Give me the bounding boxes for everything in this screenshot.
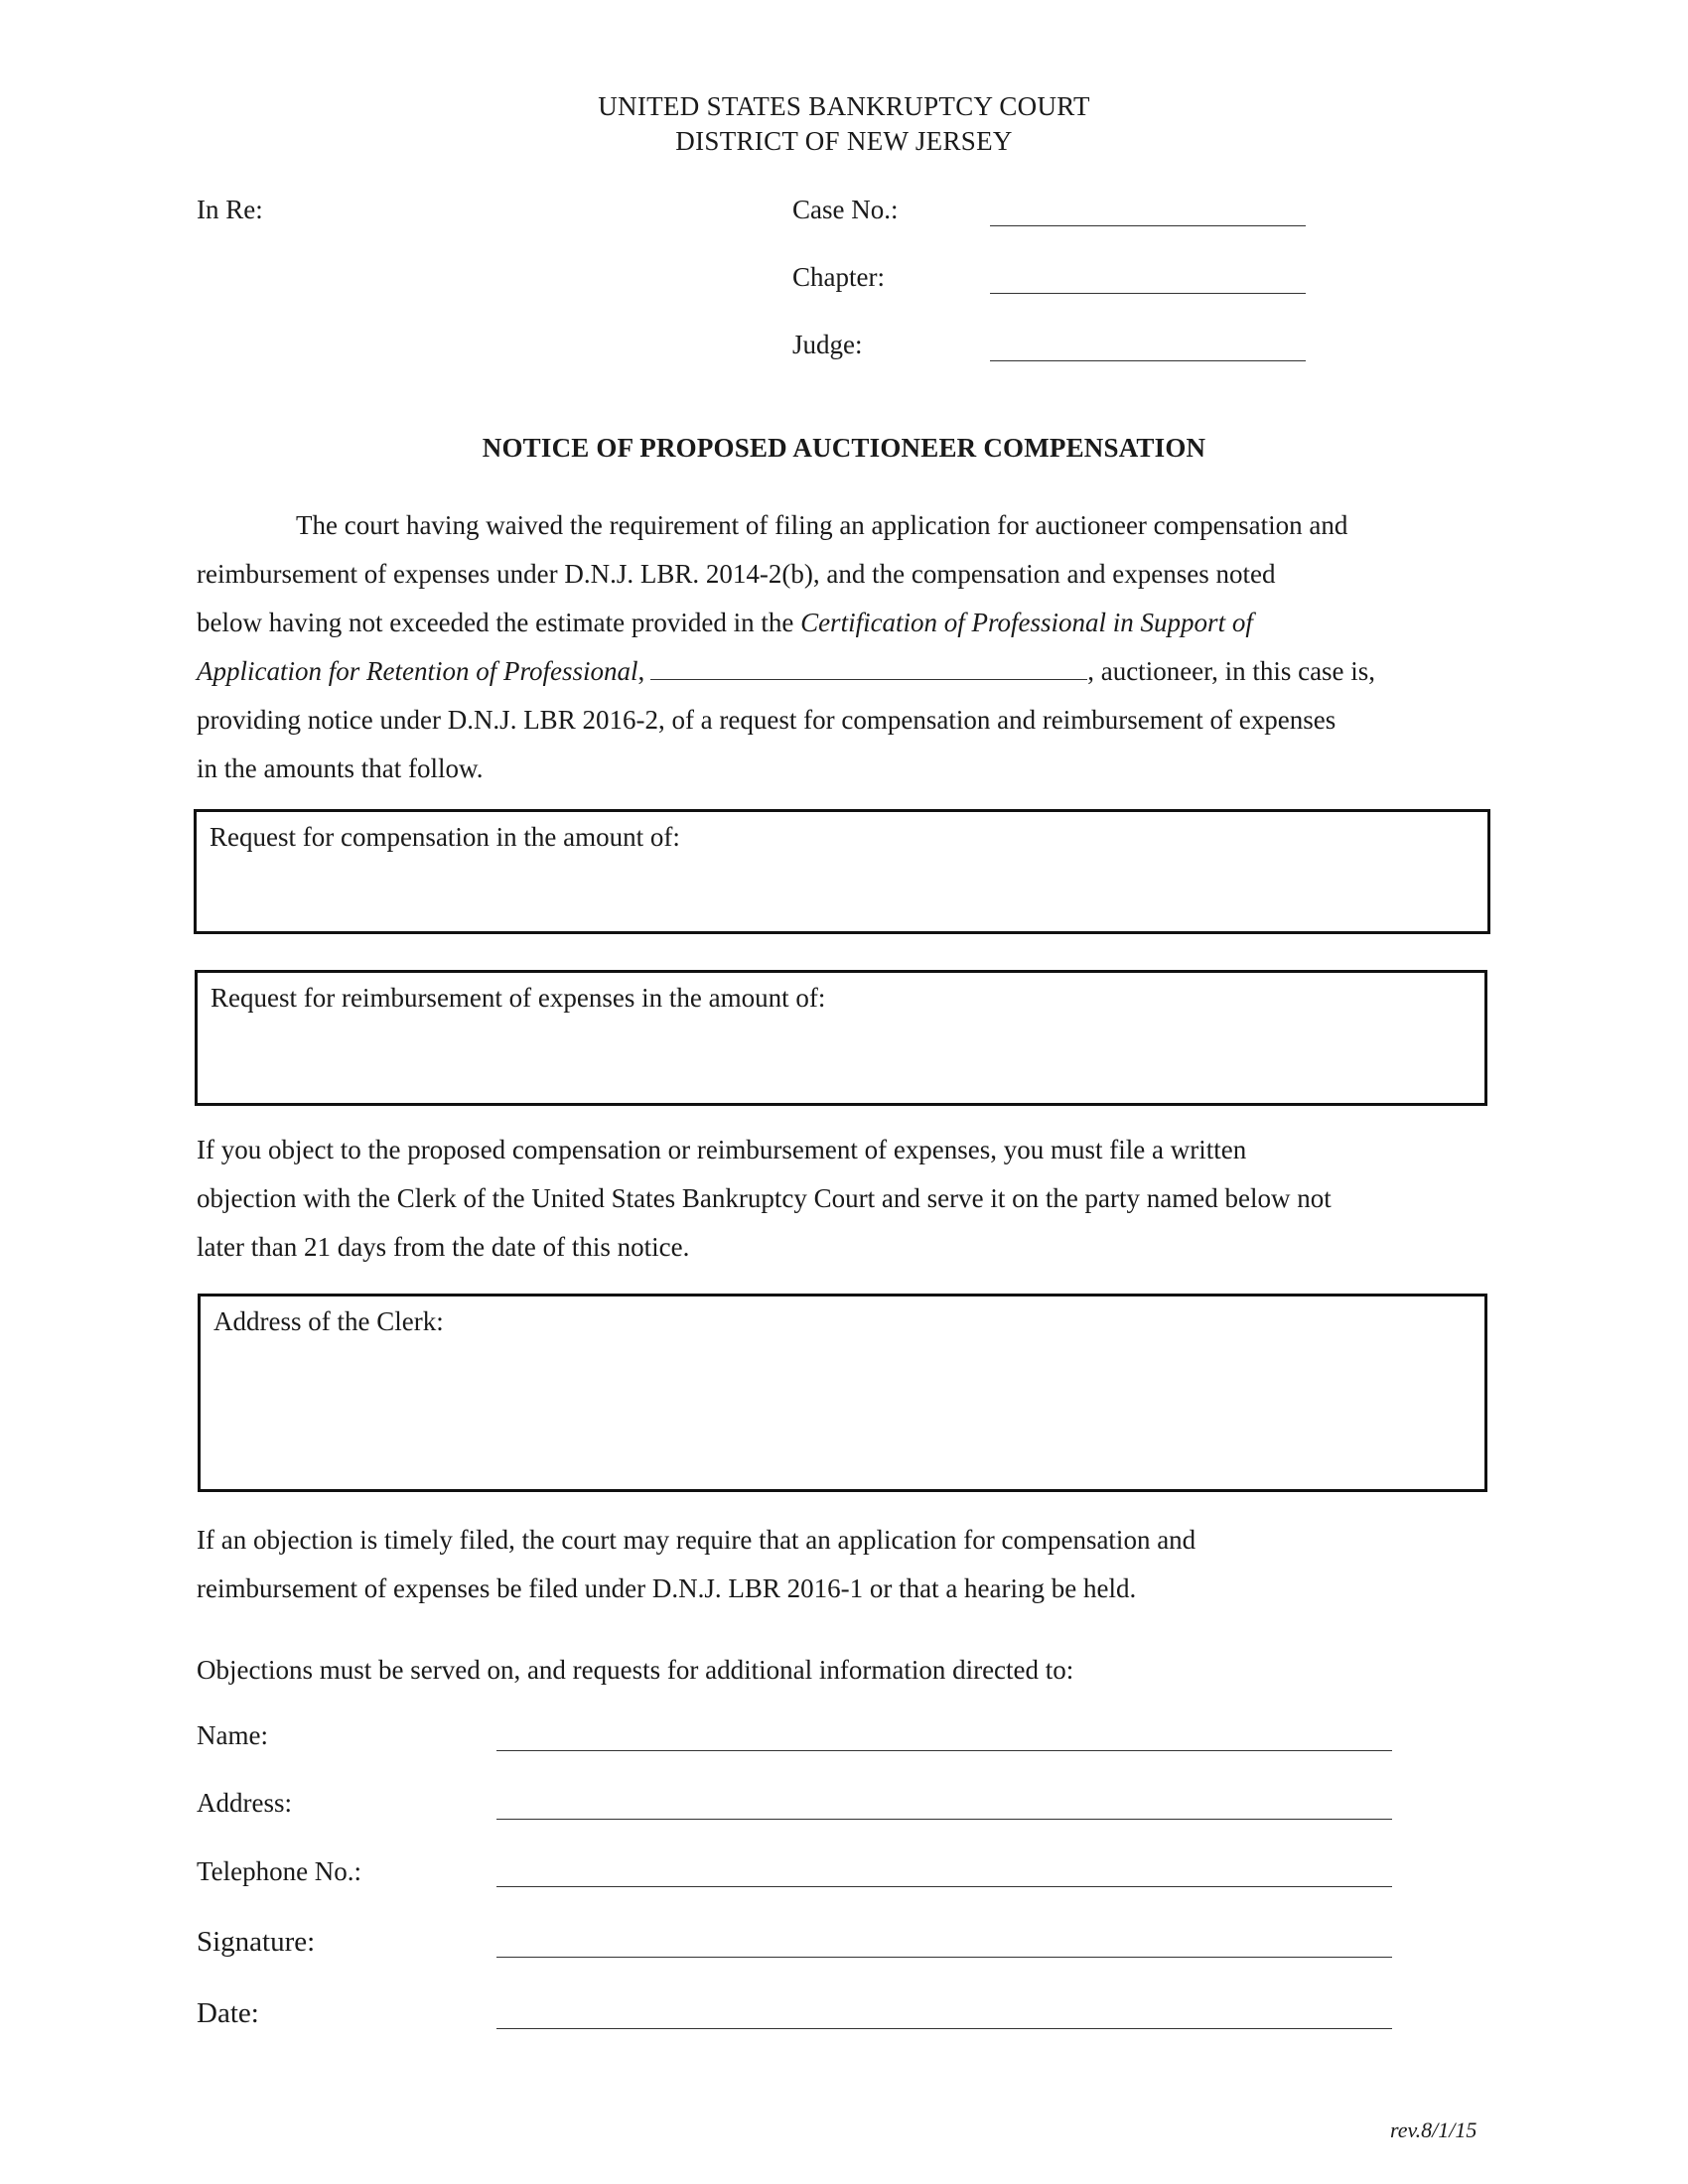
expenses-label: Request for reimbursement of expenses in the amount of:	[211, 983, 826, 1013]
expenses-box[interactable]	[195, 970, 1487, 1106]
signature-label: Signature:	[197, 1926, 316, 1958]
case-no-label: Case No.:	[792, 195, 899, 224]
hearing-paragraph	[197, 1516, 1196, 1613]
telephone-label: Telephone No.:	[197, 1856, 362, 1886]
revision-note: rev.8/1/15	[1390, 2117, 1477, 2142]
intro-line-4	[197, 647, 1375, 696]
date-label: Date:	[197, 1997, 259, 2029]
court-name: UNITED STATES BANKRUPTCY COURT	[598, 91, 1090, 121]
intro-line-3	[197, 599, 1375, 647]
intro-paragraph	[197, 501, 1375, 793]
intro-line-4-tail: , auctioneer, in this case is,	[1087, 656, 1376, 686]
intro-line-5: providing notice under D.N.J. LBR 2016-2, of a request for compensation and reimbursement of expenses	[197, 705, 1336, 735]
clerk-address-box[interactable]	[198, 1294, 1487, 1492]
hearing-line-1: If an objection is timely filed, the court may require that an application for compensation and	[197, 1525, 1196, 1555]
name-label: Name:	[197, 1720, 268, 1750]
intro-line-1: The court having waived the requirement of filing an application for auctioneer compensation and	[296, 510, 1348, 540]
objection-line-1: If you object to the proposed compensation or reimbursement of expenses, you must file a written	[197, 1135, 1247, 1164]
page-title: NOTICE OF PROPOSED AUCTIONEER COMPENSATION	[482, 433, 1206, 463]
clerk-address-label: Address of the Clerk:	[213, 1306, 444, 1336]
address-field[interactable]	[496, 1819, 1392, 1820]
telephone-field[interactable]	[496, 1886, 1392, 1887]
signature-field[interactable]	[496, 1957, 1392, 1958]
judge-field[interactable]	[990, 360, 1306, 361]
auctioneer-name-field[interactable]	[650, 657, 1087, 680]
service-intro: Objections must be served on, and requests for additional information directed to:	[197, 1655, 1074, 1685]
case-no-field[interactable]	[990, 225, 1306, 226]
hearing-line-2: reimbursement of expenses be filed under D.N.J. LBR 2016-1 or that a hearing be held.	[197, 1573, 1137, 1603]
chapter-label: Chapter:	[792, 262, 885, 292]
intro-line-3-text: below having not exceeded the estimate provided in the	[197, 608, 801, 637]
name-field[interactable]	[496, 1750, 1392, 1751]
objection-line-2: objection with the Clerk of the United States Bankruptcy Court and serve it on the party named below not	[197, 1183, 1332, 1213]
certification-title-part-1: Certification of Professional in Support of	[800, 608, 1253, 637]
intro-comma: ,	[637, 656, 645, 686]
date-field[interactable]	[496, 2028, 1392, 2029]
certification-title-part-2: Application for Retention of Professional	[197, 656, 638, 686]
intro-line-6: in the amounts that follow.	[197, 753, 484, 783]
in-re-label: In Re:	[197, 195, 263, 224]
district-name: DISTRICT OF NEW JERSEY	[675, 126, 1013, 156]
objection-paragraph	[197, 1126, 1332, 1272]
chapter-field[interactable]	[990, 293, 1306, 294]
judge-label: Judge:	[792, 330, 863, 359]
compensation-label: Request for compensation in the amount of:	[210, 822, 680, 852]
compensation-box[interactable]	[194, 809, 1490, 934]
objection-line-3: later than 21 days from the date of this notice.	[197, 1232, 690, 1262]
address-label: Address:	[197, 1788, 292, 1818]
intro-line-2: reimbursement of expenses under D.N.J. LBR. 2014-2(b), and the compensation and expenses noted	[197, 559, 1276, 589]
